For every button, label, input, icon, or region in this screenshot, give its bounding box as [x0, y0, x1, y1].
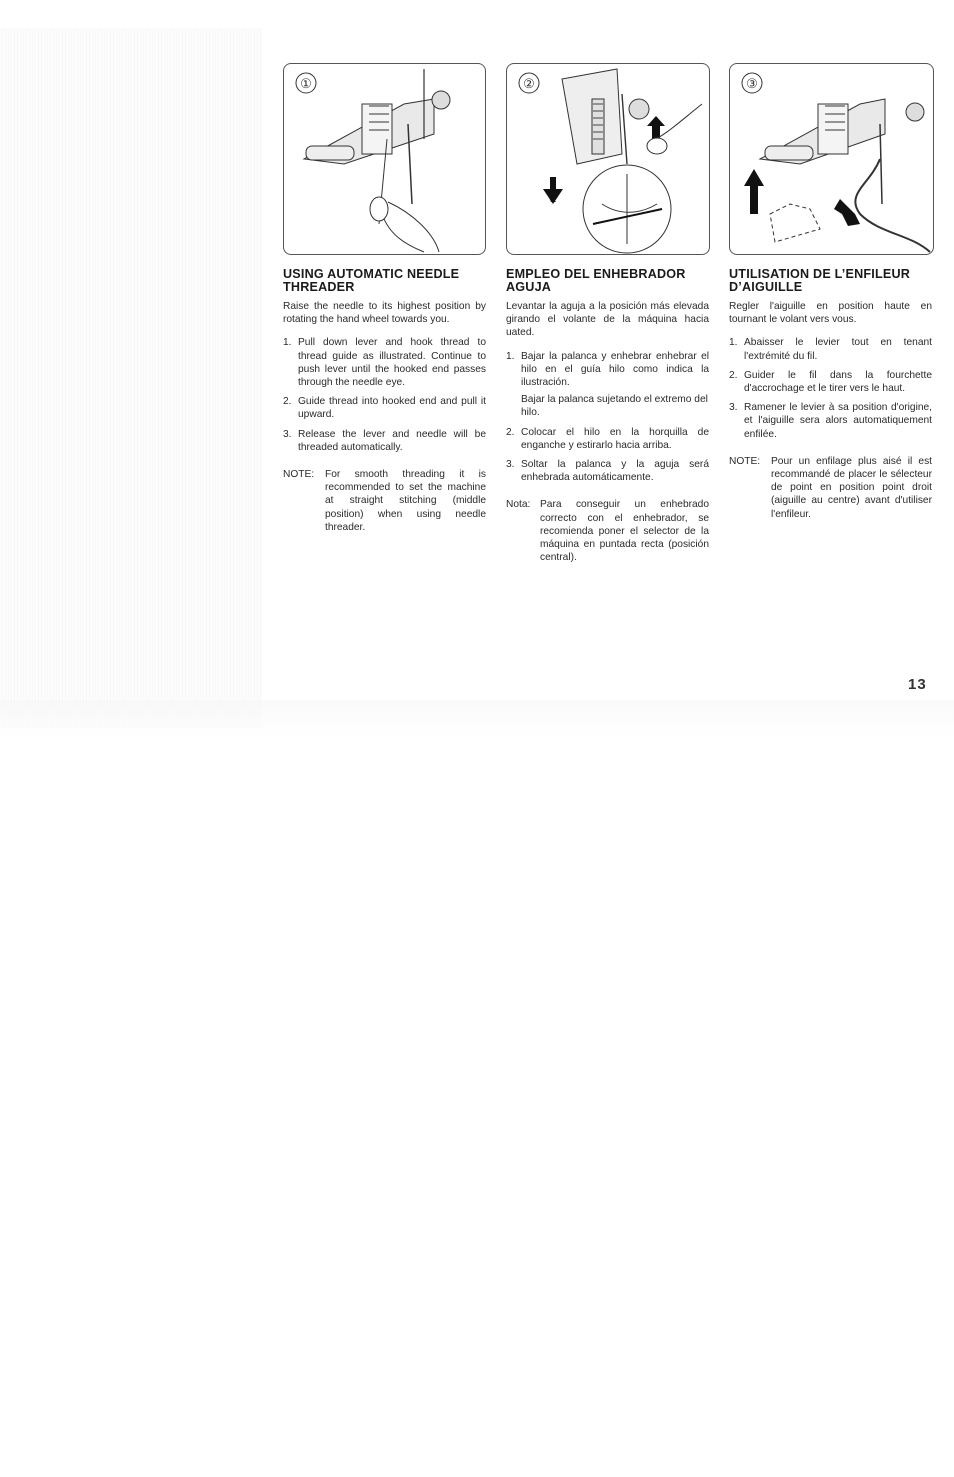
english-step-2: [283, 395, 486, 421]
spanish-intro: Levantar la aguja a la posición más elevada girando el volante de la máquina hacia uated.: [506, 301, 709, 339]
needle-threader-drawing-2: [507, 64, 709, 254]
english-intro: Raise the needle to its highest position by rotating the hand wheel towards you.: [283, 301, 486, 326]
panel-1-number: ①: [300, 76, 312, 91]
step-text: Release the lever and needle will be threaded automatically.: [298, 428, 486, 453]
step-text: Guide thread into hooked end and pull it upward.: [298, 396, 486, 421]
step-number: 2.: [729, 369, 738, 381]
french-steps: [729, 336, 932, 440]
spanish-step-1-extra: Bajar la palanca sujetando el extremo del hilo.: [521, 394, 708, 419]
panel-3-number: ③: [746, 76, 758, 91]
step-number: 3.: [729, 402, 738, 414]
spanish-section: [506, 268, 709, 564]
note-text: Para conseguir un enhebrado correcto con el enhebrador, se recomienda poner el selector de la máquina en puntada recta (posición central).: [540, 499, 709, 564]
step-number: 3.: [506, 459, 515, 471]
spanish-steps: [506, 350, 709, 485]
needle-threader-drawing-1: [284, 64, 485, 254]
step-text: Bajar la palanca y enhebrar enhebrar el hilo en el guía hilo como indica la ilustración.: [521, 350, 709, 389]
note-label: NOTE:: [729, 455, 761, 467]
french-heading: UTILISATION DE L’ENFILEUR D’AIGUILLE: [729, 267, 911, 294]
french-step-1: [729, 336, 932, 362]
step-text: Pull down lever and hook thread to thread guide as illustrated. Continue to push lever until the hooked end passes through the needle eye.: [298, 337, 486, 389]
step-number: 1.: [506, 350, 515, 362]
step-text: Soltar la palanca y la aguja será enhebrada automáticamente.: [521, 459, 709, 484]
spanish-step-3: [506, 458, 709, 484]
scan-shadow-bottom: [0, 700, 954, 740]
note-text: Pour un enfilage plus aisé il est recommandé de placer le sélecteur de point en position point droit (aiguille au centre) avant d'utiliser l'enfileur.: [771, 455, 932, 520]
note-label: Nota:: [506, 499, 531, 511]
step-text: Colocar el hilo en la horquilla de enganche y estirarlo hacia arriba.: [521, 426, 709, 451]
english-section: [283, 268, 486, 534]
step-text: Guider le fil dans la fourchette d'accrochage et le tirer vers le haut.: [744, 369, 932, 395]
illustration-step-3: [729, 63, 934, 255]
step-text: Ramener le levier à sa position d'origine, et l'aiguille sera alors automatiquement enfilée.: [744, 402, 932, 440]
step-number: 3.: [283, 428, 292, 440]
step-number: 1.: [729, 337, 738, 349]
french-step-3: [729, 401, 932, 441]
step-text: Abaisser le levier tout en tenant l'extrémité du fil.: [744, 337, 932, 362]
panel-2-number: ②: [523, 76, 535, 91]
english-steps: [283, 336, 486, 454]
step-number: 2.: [283, 396, 292, 408]
needle-threader-drawing-3: [730, 64, 933, 254]
spanish-heading: EMPLEO DEL ENHEBRADOR AGUJA: [506, 267, 686, 294]
spanish-step-2: [506, 426, 709, 452]
illustration-step-1: [283, 63, 486, 255]
english-note: [283, 468, 486, 534]
page-number: 13: [908, 676, 927, 693]
french-step-2: [729, 369, 932, 395]
note-label: NOTE:: [283, 469, 315, 481]
english-step-3: [283, 428, 486, 454]
french-section: [729, 268, 932, 521]
english-step-1: [283, 336, 486, 389]
french-note: [729, 455, 932, 521]
step-number: 2.: [506, 426, 515, 438]
spanish-note: [506, 498, 709, 564]
scan-shadow-left: [0, 28, 262, 728]
note-text: For smooth threading it is recommended to set the machine at straight stitching (middle position) when using needle threader.: [325, 469, 486, 533]
english-heading: USING AUTOMATIC NEEDLE THREADER: [283, 267, 460, 294]
spanish-step-1: [506, 350, 709, 390]
illustration-step-2: [506, 63, 710, 255]
step-number: 1.: [283, 337, 292, 349]
french-intro: Regler l'aiguille en position haute en tournant le volant vers vous.: [729, 301, 932, 326]
